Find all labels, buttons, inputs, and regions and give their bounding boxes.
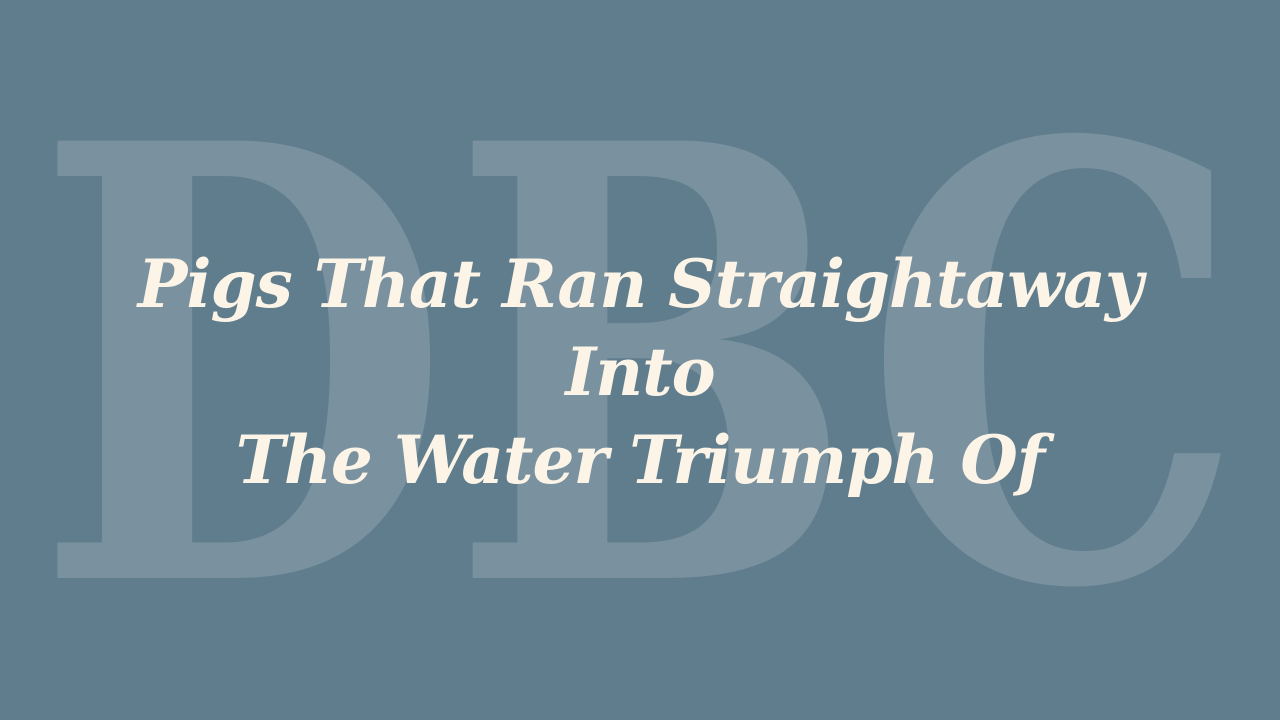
title-line-2: The Water Triumph Of xyxy=(235,421,1045,499)
title-line-1: Pigs That Ran Straightaway Into xyxy=(137,245,1143,411)
page-title xyxy=(100,240,1180,504)
monogram-watermark-letters: DBC xyxy=(35,15,1245,720)
